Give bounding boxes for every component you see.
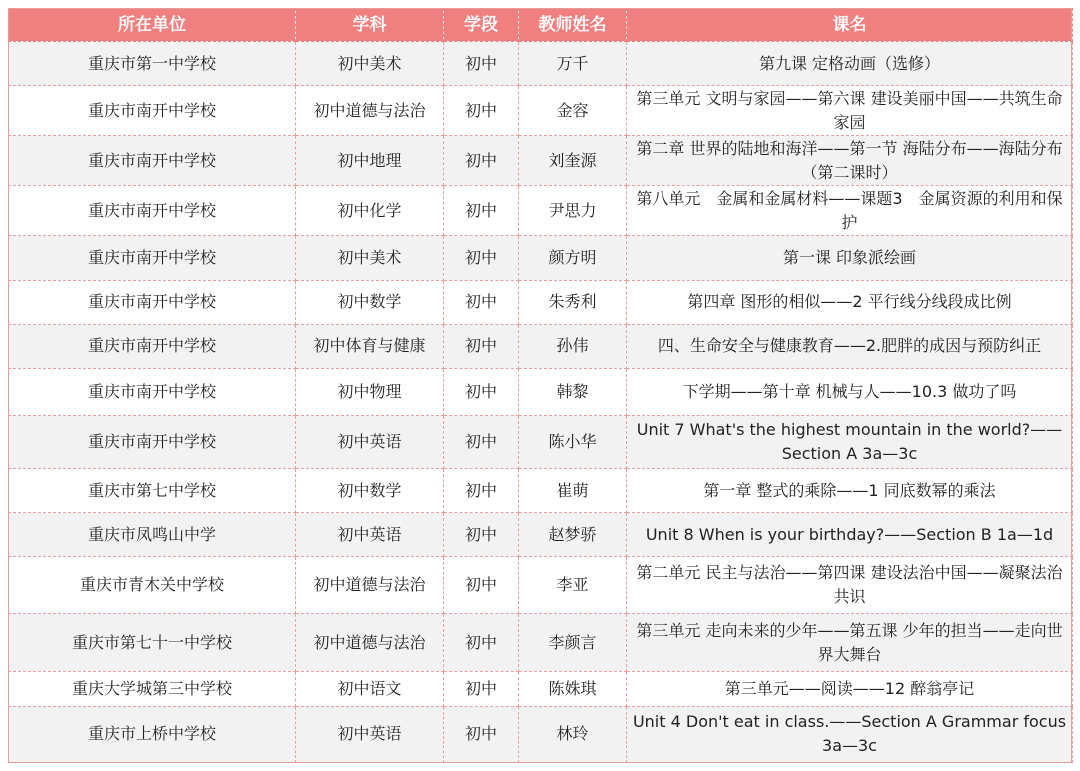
cell-subject: 初中道德与法治 (296, 614, 444, 671)
table-row (9, 186, 1073, 236)
header-row (9, 9, 1073, 42)
cell-course: 第二单元 民主与法治——第四课 建设法治中国——凝聚法治共识 (627, 557, 1073, 614)
cell-course: 第八单元 金属和金属材料——课题3 金属资源的利用和保护 (627, 186, 1073, 236)
cell-subject: 初中英语 (296, 513, 444, 557)
table-row (9, 42, 1073, 86)
cell-teacher: 朱秀利 (519, 280, 627, 324)
cell-teacher: 刘奎源 (519, 136, 627, 186)
cell-school: 重庆市青木关中学校 (9, 557, 296, 614)
cell-stage: 初中 (444, 415, 519, 468)
table-row (9, 280, 1073, 324)
cell-school: 重庆市南开中学校 (9, 236, 296, 280)
cell-course: 四、生命安全与健康教育——2.肥胖的成因与预防纠正 (627, 324, 1073, 368)
cell-school: 重庆市凤鸣山中学 (9, 513, 296, 557)
cell-teacher: 韩黎 (519, 368, 627, 415)
cell-school: 重庆市上桥中学校 (9, 706, 296, 762)
table-row (9, 706, 1073, 762)
cell-subject: 初中数学 (296, 280, 444, 324)
cell-teacher: 孙伟 (519, 324, 627, 368)
cell-course: 第三单元——阅读——12 醉翁亭记 (627, 671, 1073, 706)
cell-teacher: 林玲 (519, 706, 627, 762)
cell-stage: 初中 (444, 186, 519, 236)
table-row (9, 614, 1073, 671)
table-row (9, 469, 1073, 513)
cell-stage: 初中 (444, 86, 519, 136)
cell-subject: 初中物理 (296, 368, 444, 415)
cell-teacher: 陈姝琪 (519, 671, 627, 706)
table-row (9, 368, 1073, 415)
cell-subject: 初中道德与法治 (296, 86, 444, 136)
cell-course: 下学期——第十章 机械与人——10.3 做功了吗 (627, 368, 1073, 415)
cell-course: 第三单元 文明与家园——第六课 建设美丽中国——共筑生命家园 (627, 86, 1073, 136)
cell-school: 重庆市第七中学校 (9, 469, 296, 513)
cell-school: 重庆市南开中学校 (9, 86, 296, 136)
header-subject: 学科 (296, 9, 444, 42)
cell-school: 重庆市南开中学校 (9, 368, 296, 415)
cell-subject: 初中美术 (296, 42, 444, 86)
table-row (9, 415, 1073, 468)
cell-stage: 初中 (444, 671, 519, 706)
cell-school: 重庆市第七十一中学校 (9, 614, 296, 671)
cell-teacher: 金容 (519, 86, 627, 136)
cell-stage: 初中 (444, 368, 519, 415)
table-row (9, 513, 1073, 557)
cell-subject: 初中语文 (296, 671, 444, 706)
cell-school: 重庆市南开中学校 (9, 280, 296, 324)
cell-school: 重庆市南开中学校 (9, 415, 296, 468)
header-teacher: 教师姓名 (519, 9, 627, 42)
cell-teacher: 赵梦骄 (519, 513, 627, 557)
cell-school: 重庆大学城第三中学校 (9, 671, 296, 706)
cell-subject: 初中化学 (296, 186, 444, 236)
cell-stage: 初中 (444, 469, 519, 513)
table-row (9, 236, 1073, 280)
table-row (9, 136, 1073, 186)
cell-school: 重庆市南开中学校 (9, 186, 296, 236)
table-body (9, 42, 1073, 763)
cell-school: 重庆市第一中学校 (9, 42, 296, 86)
cell-teacher: 尹思力 (519, 186, 627, 236)
cell-course: 第一章 整式的乘除——1 同底数幂的乘法 (627, 469, 1073, 513)
course-table (8, 8, 1073, 763)
cell-course: 第一课 印象派绘画 (627, 236, 1073, 280)
cell-stage: 初中 (444, 280, 519, 324)
cell-course: Unit 4 Don't eat in class.——Section A Grammar focus 3a—3c (627, 706, 1073, 762)
cell-subject: 初中美术 (296, 236, 444, 280)
cell-stage: 初中 (444, 136, 519, 186)
cell-stage: 初中 (444, 42, 519, 86)
cell-teacher: 崔萌 (519, 469, 627, 513)
cell-stage: 初中 (444, 614, 519, 671)
cell-course: Unit 8 When is your birthday?——Section B 1a—1d (627, 513, 1073, 557)
header-school: 所在单位 (9, 9, 296, 42)
cell-teacher: 颜方明 (519, 236, 627, 280)
cell-subject: 初中数学 (296, 469, 444, 513)
table-row (9, 671, 1073, 706)
cell-stage: 初中 (444, 236, 519, 280)
header-stage: 学段 (444, 9, 519, 42)
cell-course: 第四章 图形的相似——2 平行线分线段成比例 (627, 280, 1073, 324)
cell-teacher: 万千 (519, 42, 627, 86)
cell-school: 重庆市南开中学校 (9, 324, 296, 368)
cell-stage: 初中 (444, 324, 519, 368)
cell-stage: 初中 (444, 513, 519, 557)
header-course: 课名 (627, 9, 1073, 42)
cell-subject: 初中道德与法治 (296, 557, 444, 614)
cell-subject: 初中英语 (296, 415, 444, 468)
cell-teacher: 李颜言 (519, 614, 627, 671)
cell-school: 重庆市南开中学校 (9, 136, 296, 186)
cell-subject: 初中体育与健康 (296, 324, 444, 368)
cell-teacher: 李亚 (519, 557, 627, 614)
table-row (9, 557, 1073, 614)
cell-subject: 初中英语 (296, 706, 444, 762)
cell-stage: 初中 (444, 706, 519, 762)
cell-course: 第三单元 走向未来的少年——第五课 少年的担当——走向世界大舞台 (627, 614, 1073, 671)
cell-course: 第二章 世界的陆地和海洋——第一节 海陆分布——海陆分布（第二课时） (627, 136, 1073, 186)
cell-subject: 初中地理 (296, 136, 444, 186)
cell-course: 第九课 定格动画（选修） (627, 42, 1073, 86)
cell-teacher: 陈小华 (519, 415, 627, 468)
table-header (9, 9, 1073, 42)
table-row (9, 324, 1073, 368)
cell-course: Unit 7 What's the highest mountain in the world?——Section A 3a—3c (627, 415, 1073, 468)
cell-stage: 初中 (444, 557, 519, 614)
table-row (9, 86, 1073, 136)
